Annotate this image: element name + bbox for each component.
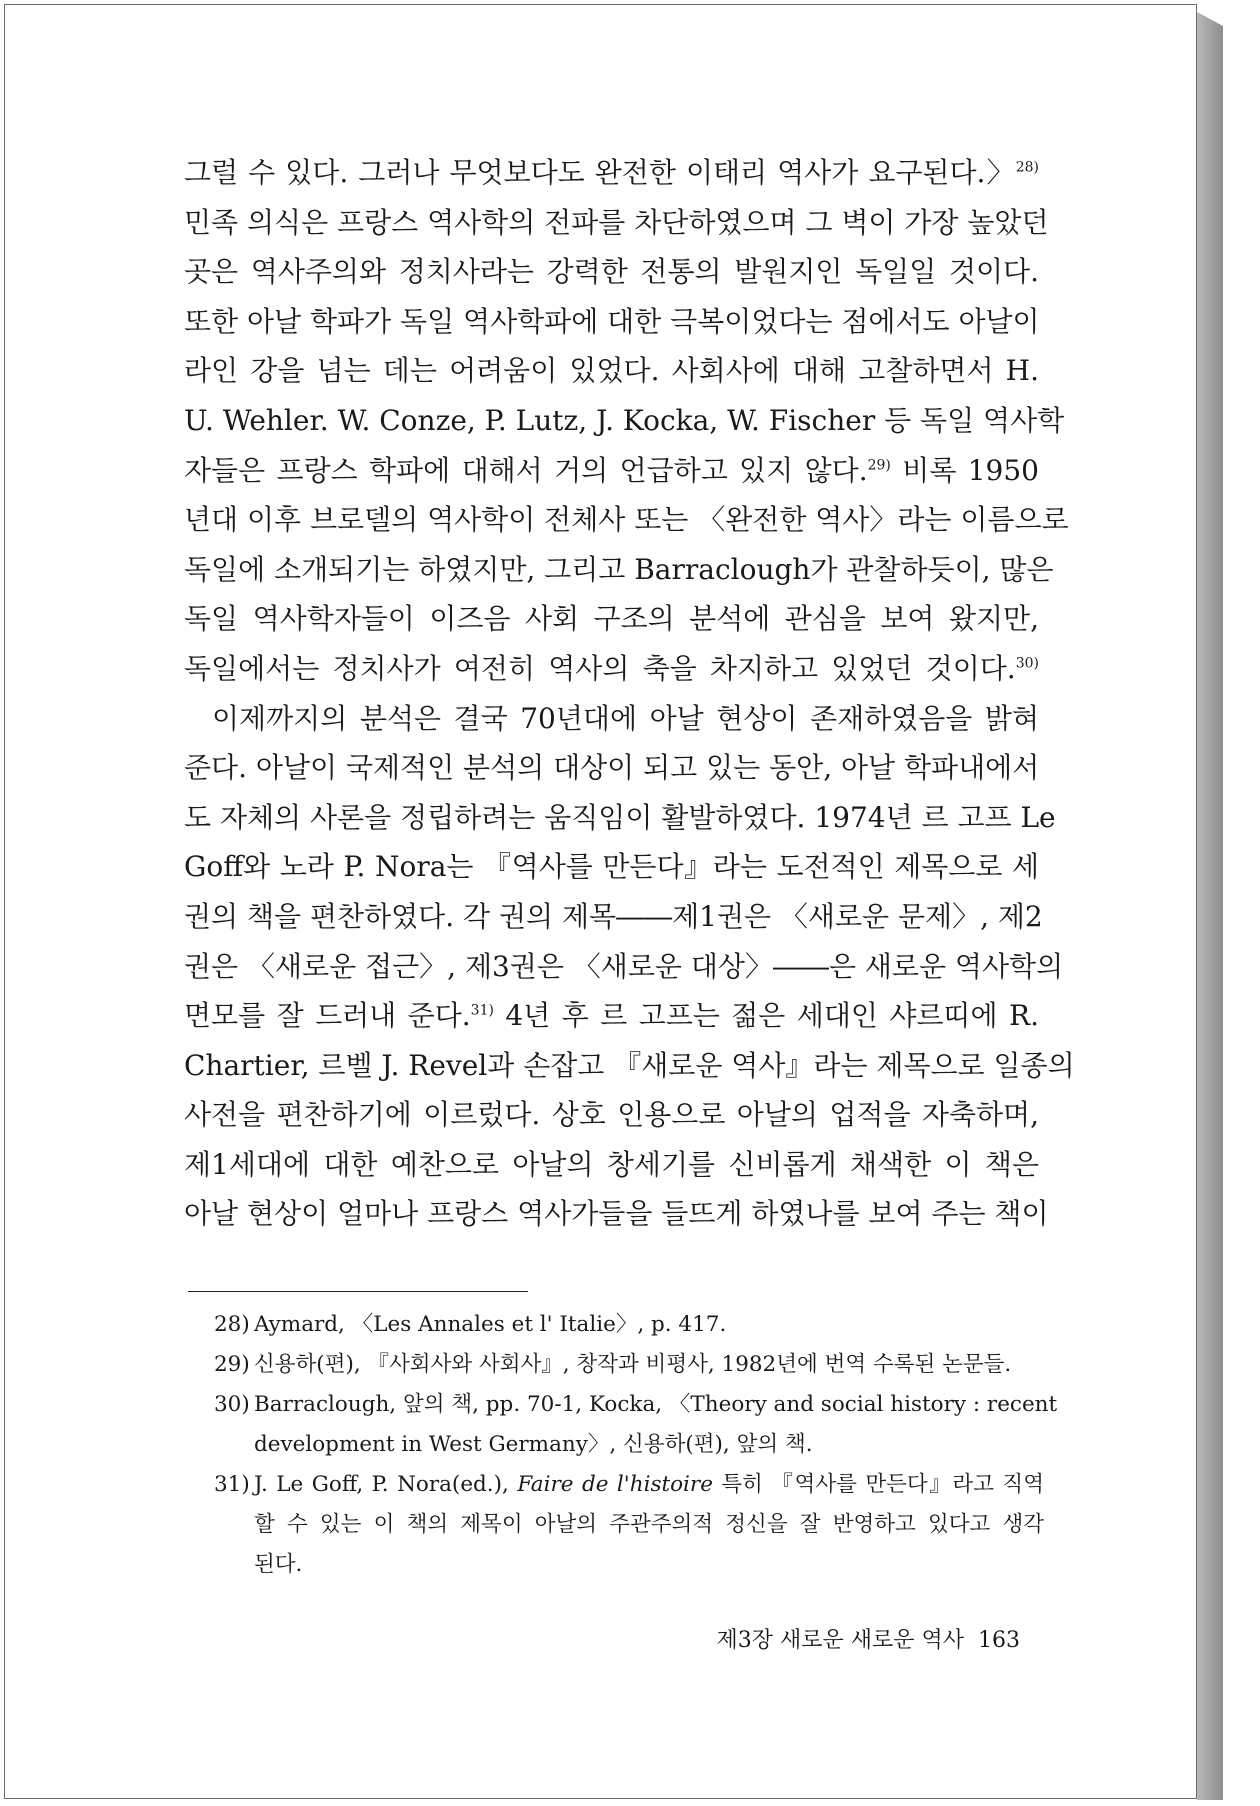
- footnote-28: [214, 1305, 1044, 1345]
- body-text: [184, 148, 1075, 1239]
- body-line: [184, 1041, 1075, 1091]
- body-line-text: 권의 책을 편찬하였다. 각 권의 제목――제1권은 〈새로운 문제〉, 제2: [184, 899, 1043, 933]
- body-line-text-after: 4년 후 르 고프는 젊은 세대인 샤르띠에 R.: [493, 999, 1039, 1033]
- page-number: 163: [978, 1628, 1020, 1653]
- body-line: [184, 743, 1039, 793]
- body-line-text: 곳은 역사주의와 정치사라는 강력한 전통의 발원지인 독일일 것이다.: [184, 255, 1039, 289]
- body-line: [184, 644, 1039, 694]
- body-line-text: 그럴 수 있다. 그러나 무엇보다도 완전한 이태리 역사가 요구된다.〉: [184, 156, 1016, 189]
- footnote-number: 29): [214, 1352, 250, 1377]
- body-line: [184, 198, 1049, 248]
- body-line-text: 면모를 잘 드러내 준다.: [184, 999, 471, 1033]
- body-line: [184, 148, 1039, 198]
- body-line-text: U. Wehler. W. Conze, P. Lutz, J. Kocka, W. Fischer 등 독일 역사학: [184, 403, 1065, 437]
- body-line: [184, 495, 1069, 545]
- body-line: [184, 991, 1039, 1041]
- footnote-ref: 30): [1015, 655, 1039, 672]
- body-line-text: 년대 이후 브로델의 역사학이 전체사 또는 〈완전한 역사〉라는 이름으로: [184, 503, 1069, 537]
- body-line: [184, 346, 1039, 396]
- body-line-text: 민족 의식은 프랑스 역사학의 전파를 차단하였으며 그 벽이 가장 높았던: [184, 205, 1049, 239]
- body-line: [184, 842, 1039, 892]
- body-line-text: 제1세대에 대한 예찬으로 아날의 창세기를 신비롭게 채색한 이 책은: [184, 1147, 1039, 1181]
- page-edge-shadow: [1197, 12, 1223, 1800]
- footnote-italic-title: Faire de l'histoire: [517, 1472, 713, 1497]
- footnote-number: 31): [214, 1472, 250, 1497]
- footnote-30: [214, 1385, 1058, 1465]
- body-line-text-after: 비록 1950: [890, 453, 1040, 487]
- body-line: [184, 446, 1039, 496]
- chapter-title: 제3장 새로운 새로운 역사: [716, 1628, 964, 1653]
- footnote-ref: 28): [1015, 159, 1039, 176]
- footnote-ref: 31): [470, 1002, 494, 1019]
- footnote-rule: [188, 1291, 528, 1292]
- body-line: [184, 694, 1039, 744]
- body-line: [184, 396, 1065, 446]
- body-line: [184, 892, 1043, 942]
- footnote-text: Aymard, 〈Les Annales et l' Italie〉, p. 417.: [254, 1312, 727, 1337]
- footnote-number: 28): [214, 1312, 250, 1337]
- running-footer: [717, 1623, 1021, 1654]
- footnote-number: 30): [214, 1392, 250, 1417]
- footnote-29: [214, 1345, 1044, 1385]
- body-line-text: 독일 역사학자들이 이즈음 사회 구조의 분석에 관심을 보여 왔지만,: [184, 602, 1039, 636]
- footnote-text: [254, 1465, 1044, 1505]
- body-line-text: 권은 〈새로운 접근〉, 제3권은 〈새로운 대상〉――은 새로운 역사학의: [184, 949, 1064, 983]
- body-line: [184, 942, 1064, 992]
- footnote-31: [214, 1465, 1044, 1585]
- body-line-text: 독일에서는 정치사가 여전히 역사의 축을 차지하고 있었던 것이다.: [184, 651, 1016, 685]
- body-line-text: 이제까지의 분석은 결국 70년대에 아날 현상이 존재하였음을 밝혀: [212, 701, 1039, 735]
- body-line-text: 도 자체의 사론을 정립하려는 움직임이 활발하였다. 1974년 르 고프 Le: [184, 800, 1056, 834]
- footnote-text: development in West Germany〉, 신용하(편), 앞의 책.: [254, 1432, 813, 1457]
- body-line: [184, 297, 1039, 347]
- body-line: [184, 545, 1054, 595]
- body-line-text: 라인 강을 넘는 데는 어려움이 있었다. 사회사에 대해 고찰하면서 H.: [184, 354, 1039, 388]
- body-line-text: 준다. 아날이 국제적인 분석의 대상이 되고 있는 동안, 아날 학파내에서: [184, 751, 1040, 785]
- body-line-text: 사전을 편찬하기에 이르렀다. 상호 인용으로 아날의 업적을 자축하며,: [184, 1098, 1039, 1132]
- footnote-text-post: 특히 『역사를 만든다』라고 직역: [712, 1472, 1044, 1497]
- footnote-text-pre: J. Le Goff, P. Nora(ed.),: [254, 1472, 518, 1497]
- body-line-text: 또한 아날 학파가 독일 역사학파에 대한 극복이었다는 점에서도 아날이: [184, 304, 1040, 338]
- body-line: [184, 1090, 1039, 1140]
- body-line-text: Goff와 노라 P. Nora는 『역사를 만든다』라는 도전적인 제목으로 세: [184, 850, 1039, 884]
- body-line: [184, 247, 1039, 297]
- body-line: [184, 793, 1056, 843]
- footnotes: [214, 1305, 1058, 1585]
- body-line-text: Chartier, 르벨 J. Revel과 손잡고 『새로운 역사』라는 제목으로 일종의: [184, 1048, 1075, 1082]
- body-line: [184, 1140, 1039, 1190]
- body-line-text: 자들은 프랑스 학파에 대해서 거의 언급하고 있지 않다.: [184, 453, 868, 487]
- footnote-ref: 29): [867, 457, 891, 474]
- footnote-text: Barraclough, 앞의 책, pp. 70-1, Kocka, 〈Theory and social history : recent: [254, 1392, 1058, 1417]
- body-line: [184, 594, 1039, 644]
- body-line-text: 독일에 소개되기는 하였지만, 그리고 Barraclough가 관찰하듯이, 많은: [184, 552, 1054, 586]
- footnote-text: 된다.: [254, 1552, 303, 1577]
- footnote-text: 할 수 있는 이 책의 제목이 아날의 주관주의적 정신을 잘 반영하고 있다고 생각: [254, 1512, 1044, 1537]
- footnote-text: 신용하(편), 『사회사와 사회사』, 창작과 비평사, 1982년에 번역 수록된 논문들.: [254, 1352, 1012, 1377]
- body-line-text: 아날 현상이 얼마나 프랑스 역사가들을 들뜨게 하였나를 보여 주는 책이: [184, 1197, 1049, 1231]
- body-line: [184, 1189, 1049, 1239]
